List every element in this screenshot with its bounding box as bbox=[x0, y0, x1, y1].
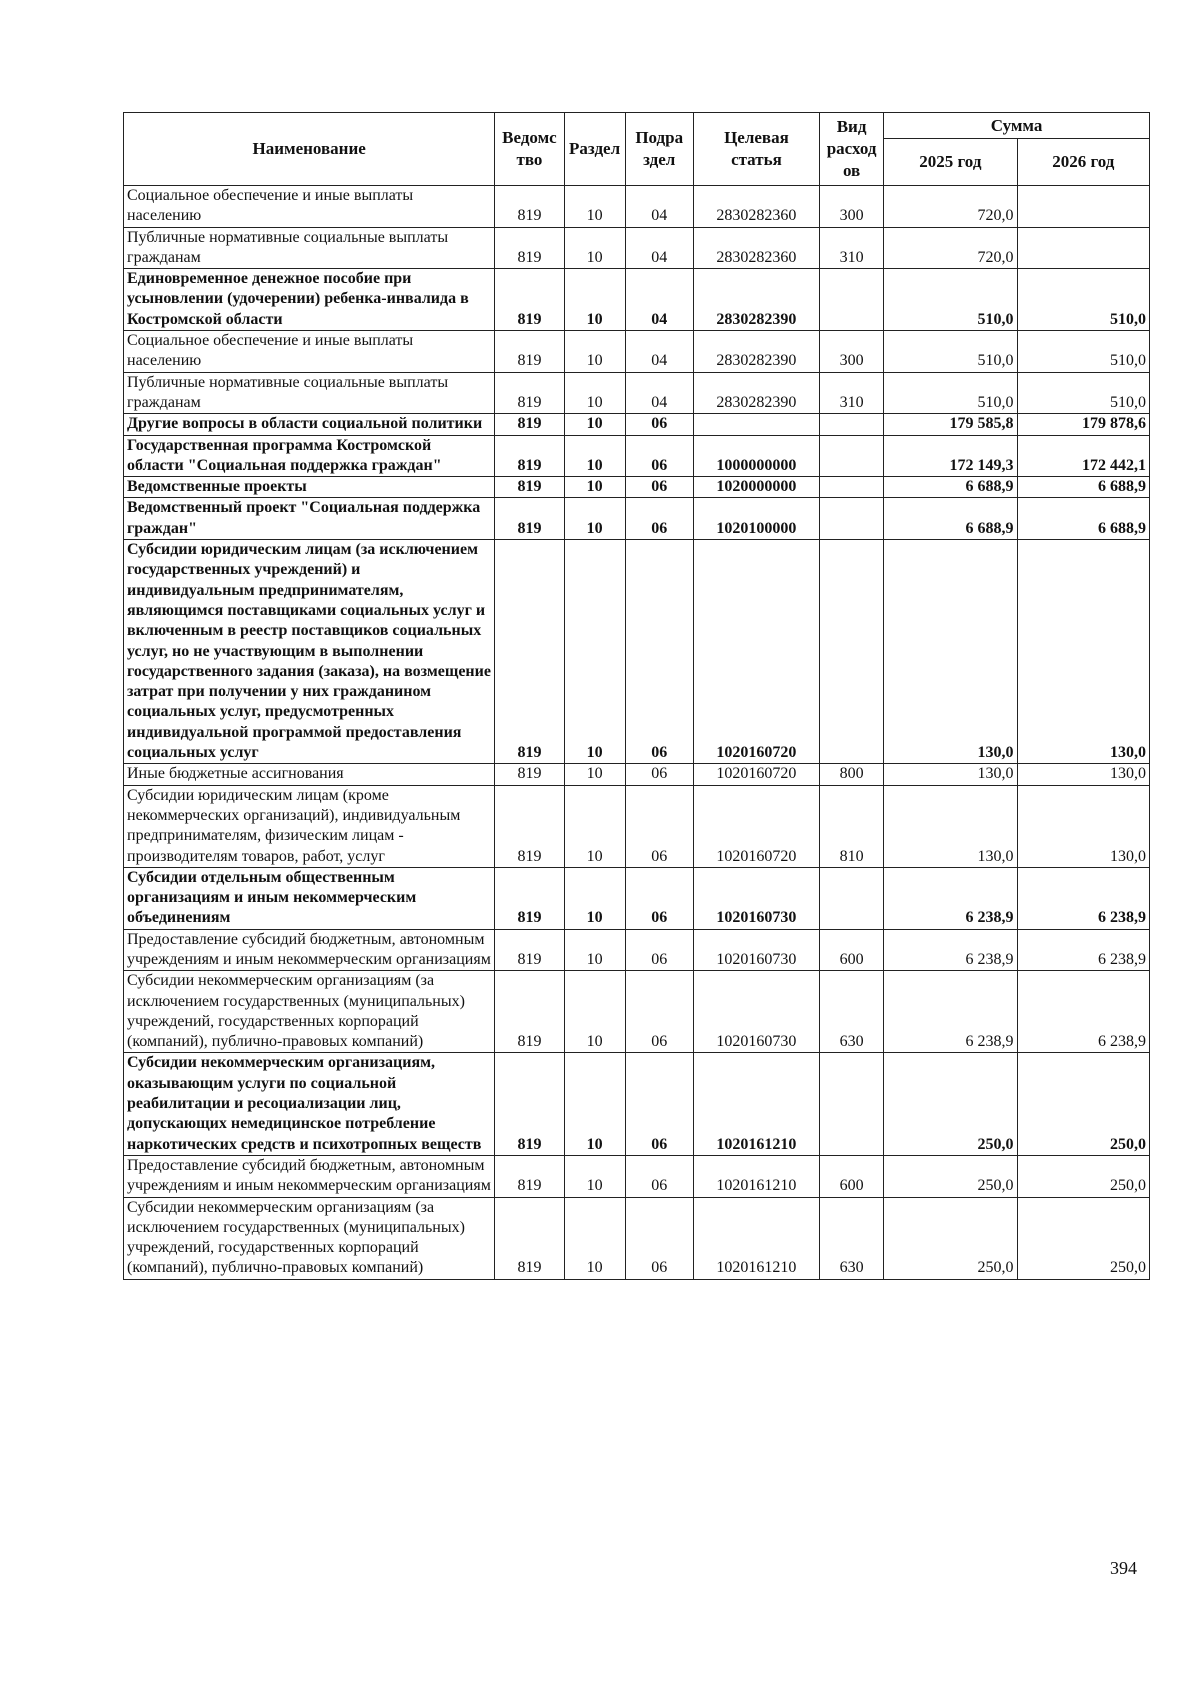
row-2025-cell: 250,0 bbox=[884, 1053, 1017, 1155]
row-2025-cell: 6 238,9 bbox=[884, 867, 1017, 929]
row-celevaya-cell: 1020160720 bbox=[693, 764, 819, 785]
table-row bbox=[124, 477, 1150, 498]
row-vid-cell: 310 bbox=[820, 227, 884, 269]
row-2025-cell: 130,0 bbox=[884, 785, 1017, 867]
row-vedomstvo-cell: 819 bbox=[495, 414, 564, 435]
row-podrazdel-cell: 06 bbox=[625, 929, 693, 971]
row-vid-cell: 800 bbox=[820, 764, 884, 785]
row-podrazdel-cell: 06 bbox=[625, 867, 693, 929]
row-celevaya-cell: 1020160730 bbox=[693, 929, 819, 971]
row-vedomstvo-cell: 819 bbox=[495, 785, 564, 867]
row-2026-cell: 172 442,1 bbox=[1017, 435, 1149, 477]
row-podrazdel-cell: 04 bbox=[625, 331, 693, 373]
row-celevaya-cell: 1020000000 bbox=[693, 477, 819, 498]
row-name-cell: Предоставление субсидий бюджетным, автономным учреждениям и иным некоммерческим организациям bbox=[124, 1155, 495, 1197]
row-2025-cell: 6 688,9 bbox=[884, 498, 1017, 540]
header-name: Наименование bbox=[124, 113, 495, 186]
row-vid-cell bbox=[820, 269, 884, 331]
row-razdel-cell: 10 bbox=[564, 1053, 625, 1155]
row-razdel-cell: 10 bbox=[564, 269, 625, 331]
table-row bbox=[124, 269, 1150, 331]
row-vedomstvo-cell: 819 bbox=[495, 540, 564, 764]
row-vedomstvo-cell: 819 bbox=[495, 867, 564, 929]
row-podrazdel-cell: 06 bbox=[625, 414, 693, 435]
budget-table bbox=[123, 112, 1150, 1280]
row-2026-cell: 6 688,9 bbox=[1017, 477, 1149, 498]
row-podrazdel-cell: 06 bbox=[625, 477, 693, 498]
header-vedomstvo: Ведомс тво bbox=[495, 113, 564, 186]
row-podrazdel-cell: 04 bbox=[625, 269, 693, 331]
row-name-cell: Социальное обеспечение и иные выплаты населению bbox=[124, 186, 495, 228]
row-name-cell: Субсидии некоммерческим организациям, оказывающим услуги по социальной реабилитации и ресоциализации лиц, допускающих немедицинское потребление наркотических средств и психотропных веществ bbox=[124, 1053, 495, 1155]
row-2025-cell: 250,0 bbox=[884, 1197, 1017, 1279]
row-2025-cell: 720,0 bbox=[884, 186, 1017, 228]
row-name-cell: Публичные нормативные социальные выплаты гражданам bbox=[124, 372, 495, 414]
row-name-cell: Субсидии юридическим лицам (кроме некоммерческих организаций), индивидуальным предпринимателям, физическим лицам - производителям товаров, работ, услуг bbox=[124, 785, 495, 867]
row-2025-cell: 250,0 bbox=[884, 1155, 1017, 1197]
row-razdel-cell: 10 bbox=[564, 498, 625, 540]
row-2026-cell: 6 238,9 bbox=[1017, 867, 1149, 929]
row-podrazdel-cell: 04 bbox=[625, 227, 693, 269]
row-2026-cell: 6 238,9 bbox=[1017, 971, 1149, 1053]
row-2025-cell: 6 238,9 bbox=[884, 929, 1017, 971]
row-vid-cell: 810 bbox=[820, 785, 884, 867]
row-2026-cell: 250,0 bbox=[1017, 1053, 1149, 1155]
row-2026-cell: 6 688,9 bbox=[1017, 498, 1149, 540]
table-row bbox=[124, 764, 1150, 785]
row-2025-cell: 172 149,3 bbox=[884, 435, 1017, 477]
row-vedomstvo-cell: 819 bbox=[495, 331, 564, 373]
row-vid-cell: 300 bbox=[820, 186, 884, 228]
row-celevaya-cell: 2830282360 bbox=[693, 227, 819, 269]
row-vid-cell: 630 bbox=[820, 971, 884, 1053]
row-2026-cell: 510,0 bbox=[1017, 269, 1149, 331]
row-vedomstvo-cell: 819 bbox=[495, 1053, 564, 1155]
row-2026-cell: 6 238,9 bbox=[1017, 929, 1149, 971]
header-razdel: Раздел bbox=[564, 113, 625, 186]
table-row bbox=[124, 929, 1150, 971]
header-2025: 2025 год bbox=[884, 139, 1017, 186]
table-row bbox=[124, 1155, 1150, 1197]
row-2025-cell: 510,0 bbox=[884, 269, 1017, 331]
row-celevaya-cell: 1020161210 bbox=[693, 1197, 819, 1279]
row-vedomstvo-cell: 819 bbox=[495, 372, 564, 414]
row-celevaya-cell: 1020160720 bbox=[693, 785, 819, 867]
row-podrazdel-cell: 04 bbox=[625, 186, 693, 228]
header-podrazdel: Подра здел bbox=[625, 113, 693, 186]
row-vedomstvo-cell: 819 bbox=[495, 764, 564, 785]
row-name-cell: Предоставление субсидий бюджетным, автономным учреждениям и иным некоммерческим организациям bbox=[124, 929, 495, 971]
row-vedomstvo-cell: 819 bbox=[495, 477, 564, 498]
row-razdel-cell: 10 bbox=[564, 971, 625, 1053]
table-row bbox=[124, 1053, 1150, 1155]
row-podrazdel-cell: 06 bbox=[625, 785, 693, 867]
table-row bbox=[124, 1197, 1150, 1279]
row-celevaya-cell: 1020100000 bbox=[693, 498, 819, 540]
row-celevaya-cell: 1020160720 bbox=[693, 540, 819, 764]
row-name-cell: Ведомственные проекты bbox=[124, 477, 495, 498]
row-2026-cell: 130,0 bbox=[1017, 785, 1149, 867]
row-name-cell: Субсидии юридическим лицам (за исключением государственных учреждений) и индивидуальным предпринимателям, являющимся поставщиками социальных услуг и включенным в реестр поставщиков социальных услуг, но не участвующим в выполнении государственного задания (заказа), на возмещение затрат при получении у них гражданином социальных услуг, предусмотренных индивидуальной программой предоставления социальных услуг bbox=[124, 540, 495, 764]
row-razdel-cell: 10 bbox=[564, 764, 625, 785]
row-vid-cell: 310 bbox=[820, 372, 884, 414]
table-row bbox=[124, 414, 1150, 435]
row-name-cell: Публичные нормативные социальные выплаты гражданам bbox=[124, 227, 495, 269]
row-vedomstvo-cell: 819 bbox=[495, 227, 564, 269]
row-celevaya-cell: 1020160730 bbox=[693, 867, 819, 929]
row-razdel-cell: 10 bbox=[564, 540, 625, 764]
row-vedomstvo-cell: 819 bbox=[495, 435, 564, 477]
row-vedomstvo-cell: 819 bbox=[495, 929, 564, 971]
header-celevaya-statya: Целевая статья bbox=[693, 113, 819, 186]
table-row bbox=[124, 785, 1150, 867]
row-2026-cell: 250,0 bbox=[1017, 1155, 1149, 1197]
table-row bbox=[124, 227, 1150, 269]
table-header bbox=[124, 113, 1150, 186]
table-row bbox=[124, 372, 1150, 414]
table-row bbox=[124, 867, 1150, 929]
row-razdel-cell: 10 bbox=[564, 1155, 625, 1197]
row-celevaya-cell: 1020161210 bbox=[693, 1155, 819, 1197]
row-razdel-cell: 10 bbox=[564, 1197, 625, 1279]
row-podrazdel-cell: 04 bbox=[625, 372, 693, 414]
row-name-cell: Социальное обеспечение и иные выплаты населению bbox=[124, 331, 495, 373]
row-vid-cell bbox=[820, 498, 884, 540]
row-celevaya-cell: 2830282390 bbox=[693, 372, 819, 414]
row-podrazdel-cell: 06 bbox=[625, 540, 693, 764]
row-vedomstvo-cell: 819 bbox=[495, 1197, 564, 1279]
row-2026-cell: 130,0 bbox=[1017, 764, 1149, 785]
row-vedomstvo-cell: 819 bbox=[495, 186, 564, 228]
header-vid-rashodov: Вид расход ов bbox=[820, 113, 884, 186]
row-razdel-cell: 10 bbox=[564, 477, 625, 498]
row-celevaya-cell: 2830282360 bbox=[693, 186, 819, 228]
row-razdel-cell: 10 bbox=[564, 929, 625, 971]
row-razdel-cell: 10 bbox=[564, 186, 625, 228]
row-vid-cell: 600 bbox=[820, 929, 884, 971]
row-2025-cell: 6 238,9 bbox=[884, 971, 1017, 1053]
row-2026-cell bbox=[1017, 227, 1149, 269]
row-vid-cell bbox=[820, 1053, 884, 1155]
row-name-cell: Единовременное денежное пособие при усыновлении (удочерении) ребенка-инвалида в Костромской области bbox=[124, 269, 495, 331]
row-name-cell: Субсидии отдельным общественным организациям и иным некоммерческим объединениям bbox=[124, 867, 495, 929]
row-vid-cell bbox=[820, 435, 884, 477]
row-razdel-cell: 10 bbox=[564, 435, 625, 477]
table-body bbox=[124, 186, 1150, 1280]
row-celevaya-cell: 1000000000 bbox=[693, 435, 819, 477]
row-celevaya-cell: 2830282390 bbox=[693, 331, 819, 373]
row-name-cell: Другие вопросы в области социальной политики bbox=[124, 414, 495, 435]
row-vedomstvo-cell: 819 bbox=[495, 269, 564, 331]
row-celevaya-cell: 2830282390 bbox=[693, 269, 819, 331]
row-vid-cell: 300 bbox=[820, 331, 884, 373]
row-razdel-cell: 10 bbox=[564, 867, 625, 929]
table-row bbox=[124, 186, 1150, 228]
row-razdel-cell: 10 bbox=[564, 372, 625, 414]
row-celevaya-cell bbox=[693, 414, 819, 435]
row-podrazdel-cell: 06 bbox=[625, 498, 693, 540]
page-number: 394 bbox=[1110, 1558, 1137, 1578]
row-podrazdel-cell: 06 bbox=[625, 971, 693, 1053]
row-2026-cell: 510,0 bbox=[1017, 372, 1149, 414]
row-name-cell: Государственная программа Костромской области "Социальная поддержка граждан" bbox=[124, 435, 495, 477]
row-razdel-cell: 10 bbox=[564, 785, 625, 867]
row-2025-cell: 6 688,9 bbox=[884, 477, 1017, 498]
row-2025-cell: 130,0 bbox=[884, 764, 1017, 785]
row-vedomstvo-cell: 819 bbox=[495, 1155, 564, 1197]
row-name-cell: Иные бюджетные ассигнования bbox=[124, 764, 495, 785]
row-razdel-cell: 10 bbox=[564, 331, 625, 373]
row-2026-cell: 179 878,6 bbox=[1017, 414, 1149, 435]
row-2025-cell: 130,0 bbox=[884, 540, 1017, 764]
table-row bbox=[124, 331, 1150, 373]
row-razdel-cell: 10 bbox=[564, 227, 625, 269]
row-vedomstvo-cell: 819 bbox=[495, 498, 564, 540]
row-razdel-cell: 10 bbox=[564, 414, 625, 435]
row-2025-cell: 179 585,8 bbox=[884, 414, 1017, 435]
row-vedomstvo-cell: 819 bbox=[495, 971, 564, 1053]
row-name-cell: Субсидии некоммерческим организациям (за исключением государственных (муниципальных) учреждений, государственных корпораций (компаний), публично-правовых компаний) bbox=[124, 1197, 495, 1279]
row-vid-cell: 600 bbox=[820, 1155, 884, 1197]
row-vid-cell bbox=[820, 540, 884, 764]
row-2026-cell: 130,0 bbox=[1017, 540, 1149, 764]
row-vid-cell bbox=[820, 867, 884, 929]
row-2025-cell: 510,0 bbox=[884, 372, 1017, 414]
row-celevaya-cell: 1020160730 bbox=[693, 971, 819, 1053]
table-row bbox=[124, 540, 1150, 764]
table-row bbox=[124, 435, 1150, 477]
table-row bbox=[124, 498, 1150, 540]
row-vid-cell bbox=[820, 414, 884, 435]
row-2026-cell: 510,0 bbox=[1017, 331, 1149, 373]
header-2026: 2026 год bbox=[1017, 139, 1149, 186]
row-2026-cell: 250,0 bbox=[1017, 1197, 1149, 1279]
row-vid-cell bbox=[820, 477, 884, 498]
row-name-cell: Субсидии некоммерческим организациям (за исключением государственных (муниципальных) учреждений, государственных корпораций (компаний), публично-правовых компаний) bbox=[124, 971, 495, 1053]
row-2026-cell bbox=[1017, 186, 1149, 228]
row-vid-cell: 630 bbox=[820, 1197, 884, 1279]
row-celevaya-cell: 1020161210 bbox=[693, 1053, 819, 1155]
row-2025-cell: 720,0 bbox=[884, 227, 1017, 269]
row-podrazdel-cell: 06 bbox=[625, 1155, 693, 1197]
row-podrazdel-cell: 06 bbox=[625, 1053, 693, 1155]
header-summa: Сумма bbox=[884, 113, 1150, 139]
row-name-cell: Ведомственный проект "Социальная поддержка граждан" bbox=[124, 498, 495, 540]
row-podrazdel-cell: 06 bbox=[625, 435, 693, 477]
row-podrazdel-cell: 06 bbox=[625, 1197, 693, 1279]
table-row bbox=[124, 971, 1150, 1053]
row-podrazdel-cell: 06 bbox=[625, 764, 693, 785]
row-2025-cell: 510,0 bbox=[884, 331, 1017, 373]
